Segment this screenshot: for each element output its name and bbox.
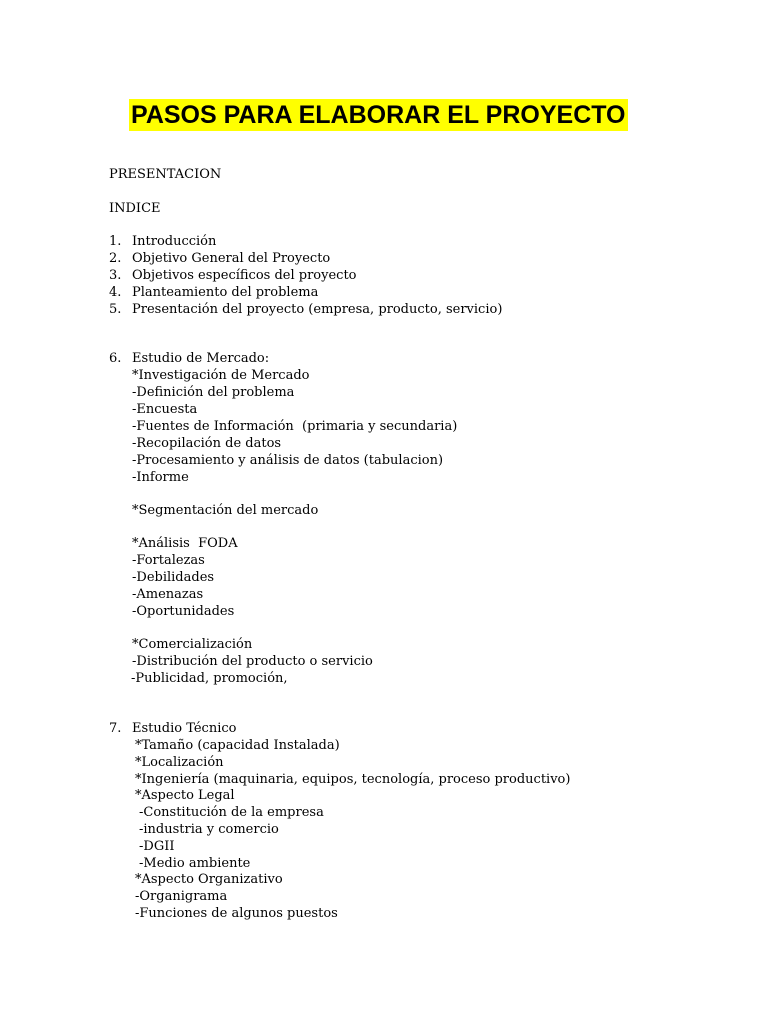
section-indice: INDICE [109, 201, 161, 216]
index-item [109, 284, 709, 301]
list-item: -Encuesta [132, 402, 198, 417]
list-item: -DGII [139, 839, 175, 854]
list-item: -Organigrama [135, 889, 228, 904]
list-item: -Fuentes de Información (primaria y secundaria) [132, 419, 458, 434]
section-estudio-mercado [109, 350, 709, 367]
subheading-investigacion: *Investigación de Mercado [132, 368, 310, 383]
index-item [109, 233, 709, 250]
section-presentacion: PRESENTACION [109, 167, 222, 182]
item-number: 3. [109, 268, 122, 283]
subheading-aspecto-organizativo: *Aspecto Organizativo [135, 872, 283, 887]
list-item: -Procesamiento y análisis de datos (tabulacion) [132, 453, 444, 468]
subheading-ingenieria: *Ingeniería (maquinaria, equipos, tecnología, proceso productivo) [135, 772, 571, 787]
item-number: 6. [109, 351, 122, 366]
item-number: 7. [109, 721, 122, 736]
subheading-segmentacion: *Segmentación del mercado [132, 503, 319, 518]
item-number: 2. [109, 251, 122, 266]
item-text: Presentación del proyecto (empresa, producto, servicio) [132, 302, 503, 317]
list-item: -Recopilación de datos [132, 436, 282, 451]
item-number: 1. [109, 234, 122, 249]
section-estudio-tecnico [109, 720, 709, 737]
list-item: -Informe [132, 470, 189, 485]
item-text: Estudio Técnico [132, 721, 237, 736]
list-item: -Debilidades [132, 570, 215, 585]
index-item [109, 250, 709, 267]
list-item: -Fortalezas [132, 553, 205, 568]
list-item: -Distribución del producto o servicio [132, 654, 373, 669]
subheading-tamano: *Tamaño (capacidad Instalada) [135, 738, 340, 753]
list-item: -Constitución de la empresa [139, 805, 324, 820]
page-title: PASOS PARA ELABORAR EL PROYECTO [131, 101, 626, 129]
item-text: Introducción [132, 234, 217, 249]
list-item: -Funciones de algunos puestos [135, 906, 338, 921]
item-text: Objetivos específicos del proyecto [132, 268, 357, 283]
index-item [109, 301, 709, 318]
list-item: -Amenazas [132, 587, 204, 602]
subheading-localizacion: *Localización [135, 755, 224, 770]
list-item: -Publicidad, promoción, [131, 671, 288, 686]
item-text: Objetivo General del Proyecto [132, 251, 331, 266]
item-text: Planteamiento del problema [132, 285, 319, 300]
item-text: Estudio de Mercado: [132, 351, 270, 366]
list-item: -Definición del problema [132, 385, 295, 400]
subheading-foda: *Análisis FODA [132, 536, 238, 551]
subheading-aspecto-legal: *Aspecto Legal [135, 788, 235, 803]
index-item [109, 267, 709, 284]
list-item: -Medio ambiente [139, 856, 251, 871]
list-item: -industria y comercio [139, 822, 279, 837]
subheading-comercializacion: *Comercialización [132, 637, 253, 652]
list-item: -Oportunidades [132, 604, 235, 619]
item-number: 5. [109, 302, 122, 317]
item-number: 4. [109, 285, 122, 300]
